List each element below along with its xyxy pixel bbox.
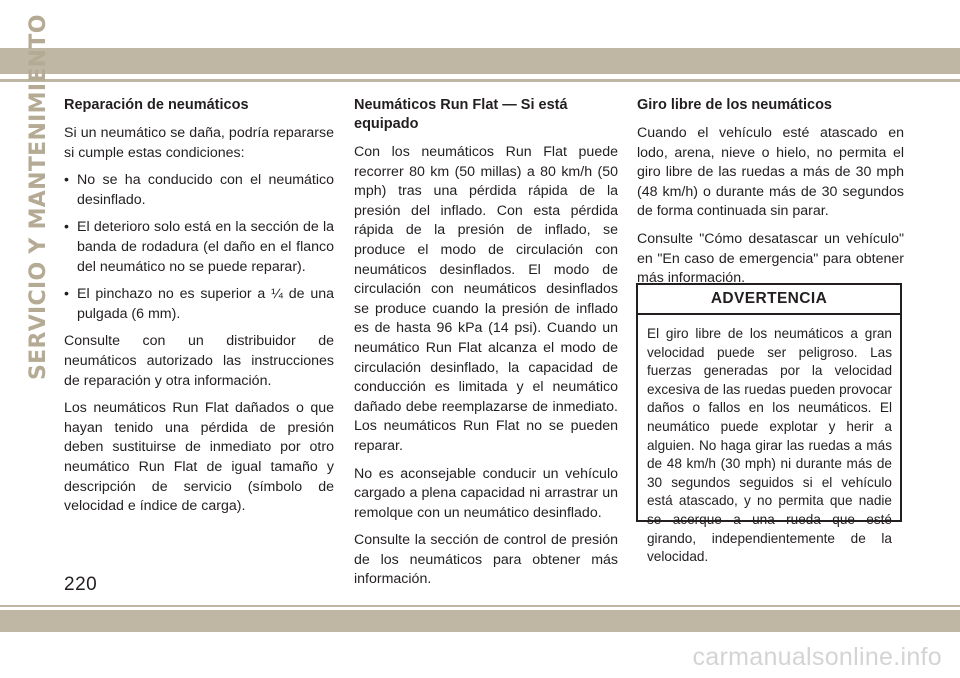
tire-repair-runflat-note: Los neumáticos Run Flat dañados o que hayan tenido una pérdida de presión deben sustituirse de inmediato por otro neumático Run Flat de igual tamaño y descripción de servicio (símbolo de velocidad e índice de carga). (64, 400, 334, 515)
warning-box (636, 283, 902, 565)
run-flat-reference: Consulte la sección de control de presión de los neumáticos para obtener más información. (354, 532, 618, 588)
tire-spin-description: Cuando el vehículo esté atascado en lodo, arena, nieve o hielo, no permita el giro libre de las ruedas a más de 30 mph (48 km/h) o durante más de 30 segundos de forma continuada sin parar. (637, 125, 904, 220)
tire-spin-reference: Consulte "Cómo desatascar un vehículo" en "En caso de emergencia" para obtener más información. (637, 230, 904, 287)
section-title-text: SERVICIO Y MANTENIMIENTO (26, 14, 51, 380)
column-tire-repair (64, 96, 334, 525)
page-number: 220 (64, 574, 98, 595)
run-flat-description: Con los neumáticos Run Flat puede recorrer 80 km (50 millas) a 80 km/h (50 mph) tras una pérdida rápida de la presión del inflado. Con esta pérdida rápida de la presión de inflado, se produce el modo de circulación con neumáticos desinflados. El modo de circulación con neumáticos desinflados se produce cuando la presión de inflado es de hasta 96 kPa (14 psi). Cuando un neumático Run Flat alcanza el modo de circulación desinflado, la capacidad de conducción es limitada y el neumático dañado debe reemplazarse de inmediato. Los neumáticos Run Flat no se pueden reparar. (354, 144, 618, 454)
watermark-text: carmanualsonline.info (692, 643, 942, 671)
warning-title: ADVERTENCIA (638, 285, 900, 315)
tire-repair-dealer-note: Consulte con un distribuidor de neumáticos autorizado las instrucciones de reparación y otra información. (64, 333, 334, 389)
heading-tire-spin: Giro libre de los neumáticos (637, 97, 832, 113)
column-run-flat (354, 96, 618, 598)
run-flat-load-note: No es aconsejable conducir un vehículo cargado a plena capacidad ni arrastrar un remolque con un neumático desinflado. (354, 465, 618, 521)
list-item: • El pinchazo no es superior a ¼ de una pulgada (6 mm). (64, 285, 334, 324)
column-tire-spin (637, 96, 904, 297)
footer-band (0, 610, 960, 632)
list-item: • El deterioro solo está en la sección de la banda de rodadura (el daño en el flanco del neumático no se puede reparar). (64, 218, 334, 277)
header-rule (0, 79, 960, 82)
header-band (0, 48, 960, 74)
tire-repair-intro: Si un neumático se daña, podría repararse si cumple estas condiciones: (64, 125, 334, 161)
heading-run-flat: Neumáticos Run Flat — Si está equipado (354, 97, 568, 132)
footer-rule (0, 605, 960, 607)
warning-text: El giro libre de los neumáticos a gran velocidad puede ser peligroso. Las fuerzas generadas por la velocidad excesiva de las ruedas pueden provocar daños o fallos en los neumáticos. El neumático puede explotar y herir a alguien. No haga girar las ruedas a más de 48 km/h (30 mph) ni durante más de 30 segundos seguidos si el vehículo está atascado, y no permita que nadie se acerque a una rueda que esté girando, independientemente de la velocidad. (647, 326, 892, 565)
list-item: • No se ha conducido con el neumático desinflado. (64, 171, 334, 210)
heading-tire-repair: Reparación de neumáticos (64, 97, 249, 113)
